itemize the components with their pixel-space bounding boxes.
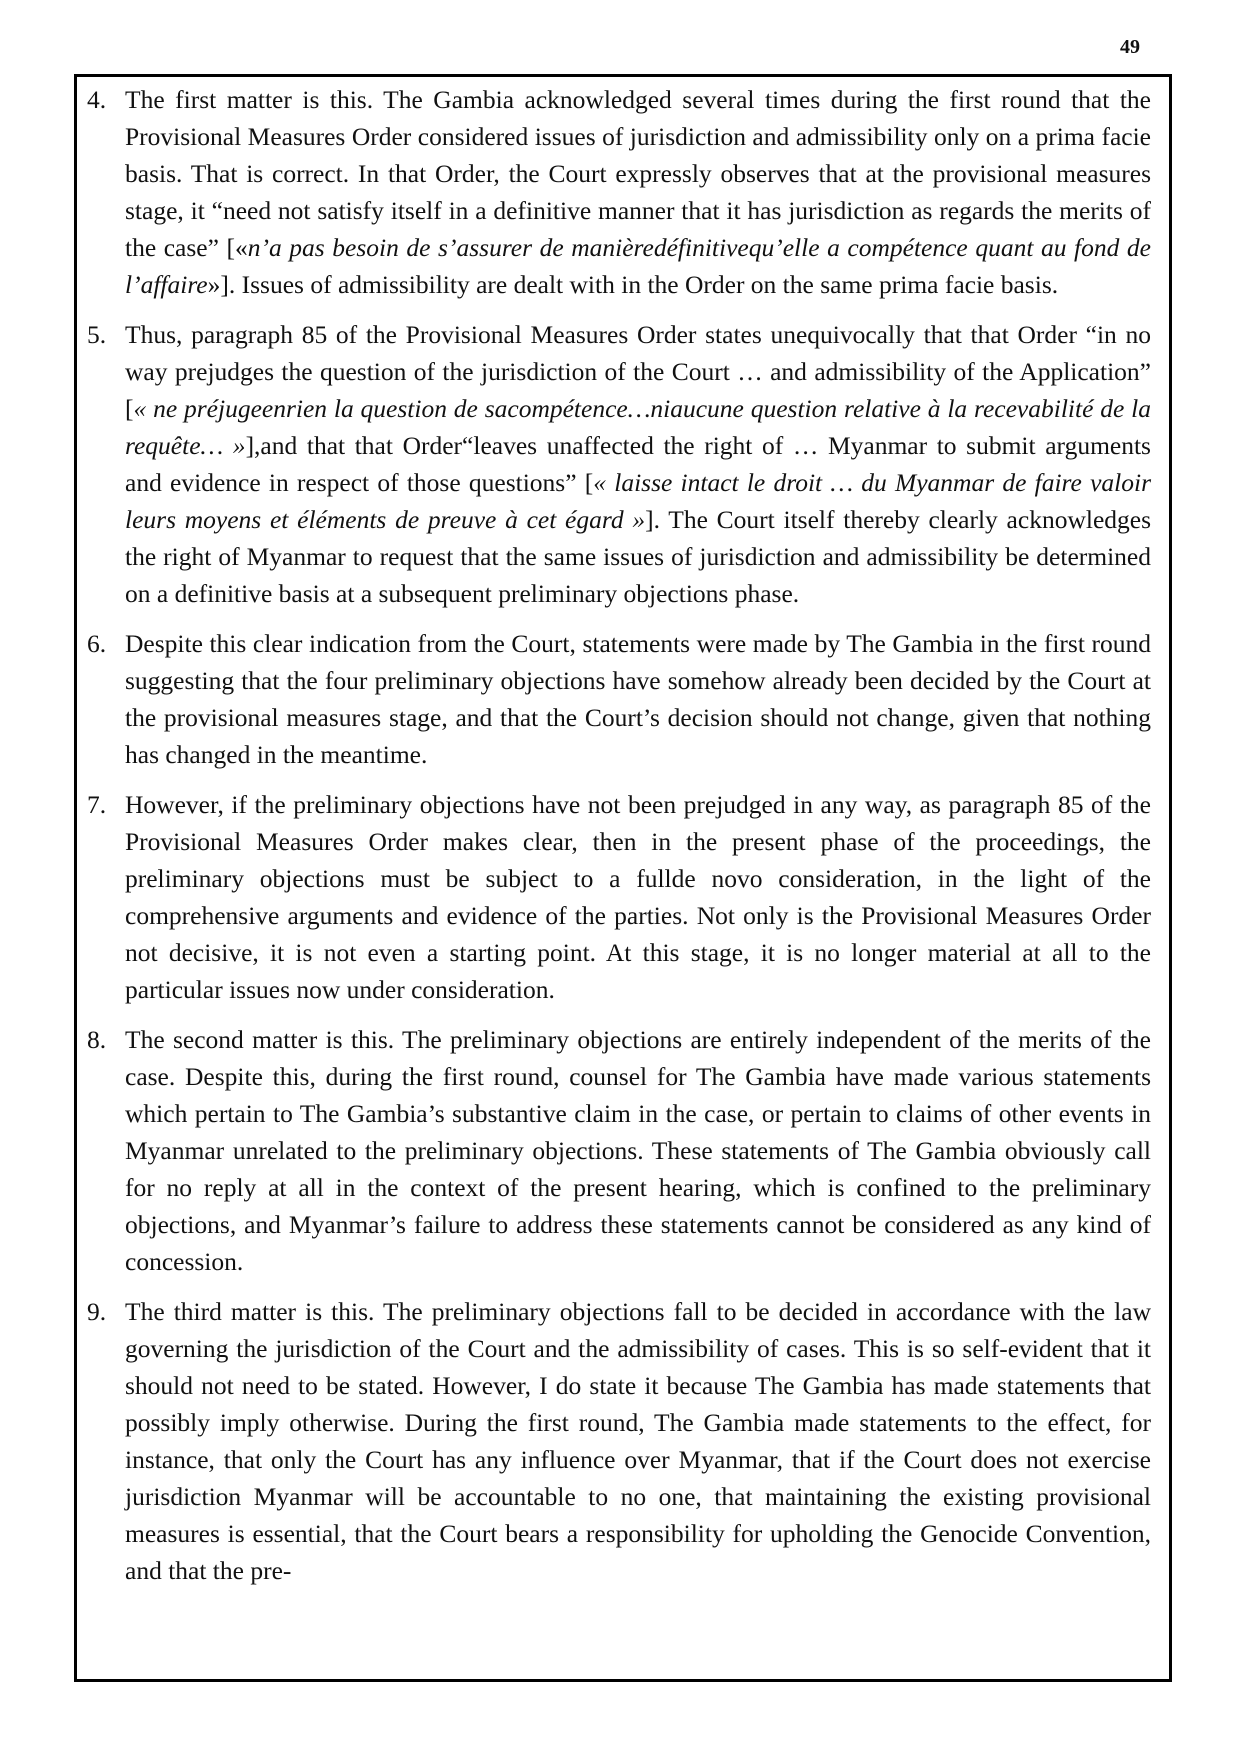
paragraph-text: »]. Issues of admissibility are dealt with in the Order on the same prima facie basis. [207,270,1059,299]
page-number: 49 [1120,36,1140,58]
paragraph-5 [77,316,1169,612]
paragraph-8 [77,1021,1169,1280]
paragraph-9 [77,1293,1169,1589]
paragraphs [77,77,1169,1589]
text-frame [74,74,1172,1682]
paragraph-text: However, if the preliminary objections have not been prejudged in any way, as paragraph 85 of the Provisional Measures Order makes clear, then in the present phase of the proceedings, the preliminary objections must be subject to a fullde novo consideration, in the light of the comprehensive arguments and evidence of the parties. Not only is the Provisional Measures Order not decisive, it is not even a starting point. At this stage, it is no longer material at all to the particular issues now under consideration. [125,790,1151,1004]
paragraph-text: ]. The Court itself thereby clearly acknowledges the right of Myanmar to request that the same issues of jurisdiction and admissibility be determined on a definitive basis at a subsequent preliminary objections phase. [125,505,1152,608]
paragraph-number: 8. [87,1025,107,1054]
paragraph-text: Thus, paragraph 85 of the Provisional Measures Order states unequivocally that that Order “in no way prejudges the question of the jurisdiction of the Court … and admissibility of the Application” [ [125,320,1151,423]
paragraph-number: 7. [87,790,107,819]
paragraph-number: 4. [87,85,107,114]
french-quote: « ne préjugeenrien la question de sacompétence…niaucune question relative à la recevabilité de la requête… » [125,394,1151,460]
paragraph-number: 5. [87,320,107,349]
paragraph-text: The third matter is this. The preliminary objections fall to be decided in accordance with the law governing the jurisdiction of the Court and the admissibility of cases. This is so self-evident that it should not need to be stated. However, I do state it because The Gambia has made statements that possibly imply otherwise. During the first round, The Gambia made statements to the effect, for instance, that only the Court has any influence over Myanmar, that if the Court does not exercise jurisdiction Myanmar will be accountable to no one, that maintaining the existing provisional measures is essential, that the Court bears a responsibility for upholding the Genocide Convention, and that the pre- [125,1297,1151,1585]
french-quote: « laisse intact le droit … du Myanmar de faire valoir leurs moyens et éléments de preuve à cet égard » [125,468,1151,534]
paragraph-text: The second matter is this. The preliminary objections are entirely independent of the merits of the case. Despite this, during the first round, counsel for The Gambia have made various statements which pertain to The Gambia’s substantive claim in the case, or pertain to claims of other events in Myanmar unrelated to the preliminary objections. These statements of The Gambia obviously call for no reply at all in the context of the present hearing, which is confined to the preliminary objections, and Myanmar’s failure to address these statements cannot be considered as any kind of concession. [125,1025,1151,1276]
paragraph-7 [77,786,1169,1008]
paragraph-number: 6. [87,629,107,658]
french-quote: n’a pas besoin de s’assurer de manièredéfinitivequ’elle a compétence quant au fond de l’affaire [125,233,1152,299]
paragraph-text: The first matter is this. The Gambia acknowledged several times during the first round that the Provisional Measures Order considered issues of jurisdiction and admissibility only on a prima facie basis. That is correct. In that Order, the Court expressly observes that at the provisional measures stage, it “need not satisfy itself in a definitive manner that it has jurisdiction as regards the merits of the case” [« [125,85,1151,262]
paragraph-number: 9. [87,1297,107,1326]
paragraph-text: Despite this clear indication from the Court, statements were made by The Gambia in the first round suggesting that the four preliminary objections have somehow already been decided by the Court at the provisional measures stage, and that the Court’s decision should not change, given that nothing has changed in the meantime. [125,629,1151,769]
paragraph-6 [77,625,1169,773]
paragraph-text: ],and that that Order“leaves unaffected the right of … Myanmar to submit arguments and evidence in respect of those questions” [ [125,431,1151,497]
paragraph-4 [77,81,1169,303]
